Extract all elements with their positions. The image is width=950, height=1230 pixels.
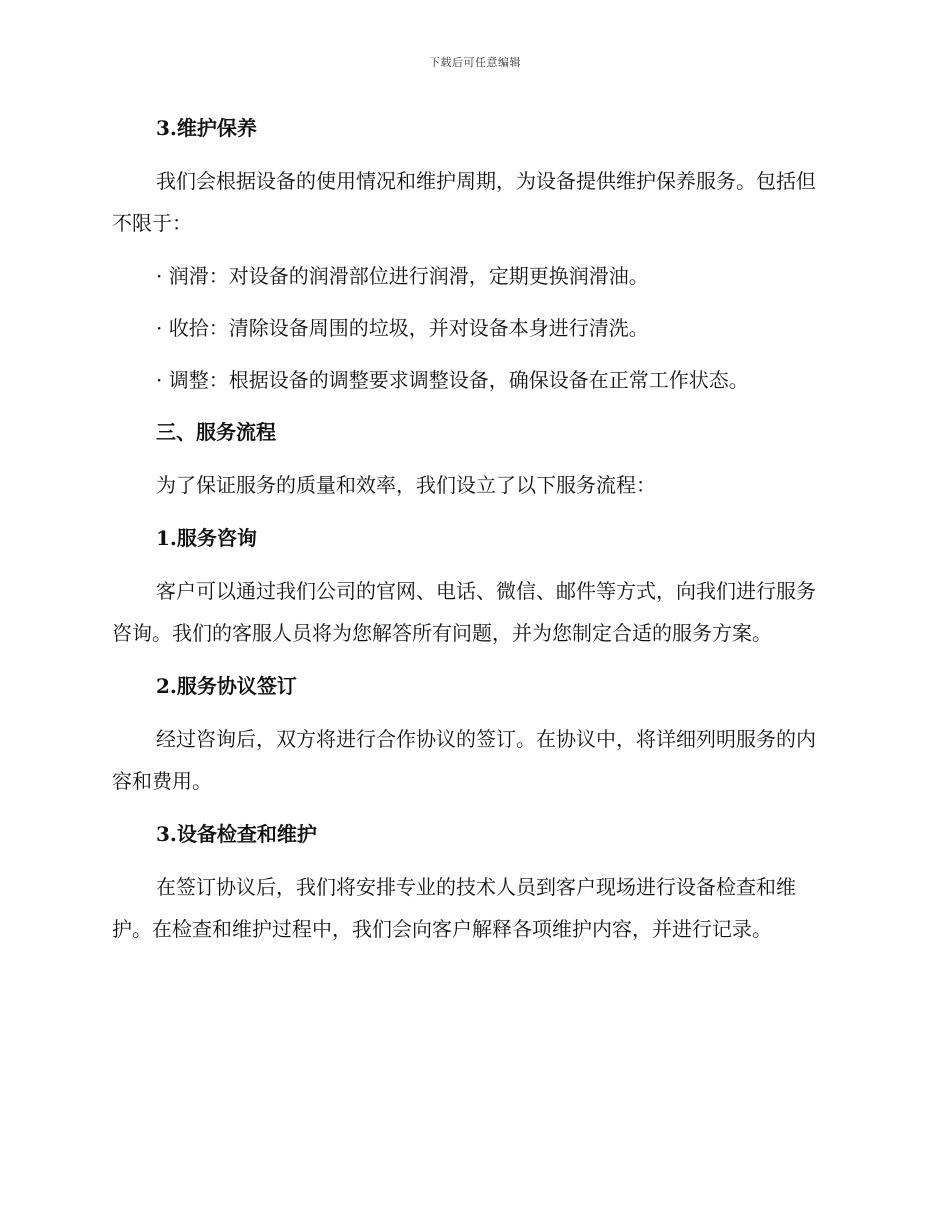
paragraph-consultation: 客户可以通过我们公司的官网、电话、微信、邮件等方式，向我们进行服务咨询。我们的客服人员将为您解答所有问题，并为您制定合适的服务方案。 <box>112 579 816 645</box>
bullet-adjustment: · 调整：根据设备的调整要求调整设备，确保设备在正常工作状态。 <box>156 368 749 392</box>
page-header: 下载后可任意编辑 <box>429 56 521 69</box>
section-heading-consultation: 1.服务咨询 <box>156 526 257 550</box>
paragraph-agreement: 经过咨询后，双方将进行合作协议的签订。在协议中，将详细列明服务的内容和费用。 <box>112 727 816 793</box>
section-heading-service-process: 三、服务流程 <box>156 420 276 444</box>
bullet-lubrication: · 润滑：对设备的润滑部位进行润滑，定期更换润滑油。 <box>156 264 649 288</box>
paragraph-maintenance-intro: 我们会根据设备的使用情况和维护周期，为设备提供维护保养服务。包括但不限于： <box>112 169 816 235</box>
bullet-cleanup: · 收拾：清除设备周围的垃圾，并对设备本身进行清洗。 <box>156 316 649 340</box>
section-heading-maintenance: 3.维护保养 <box>156 116 257 140</box>
document-body <box>112 108 832 962</box>
paragraph-service-process-intro: 为了保证服务的质量和效率，我们设立了以下服务流程： <box>156 473 656 497</box>
section-heading-inspection: 3.设备检查和维护 <box>156 822 317 846</box>
section-heading-agreement: 2.服务协议签订 <box>156 674 297 698</box>
paragraph-inspection: 在签订协议后，我们将安排专业的技术人员到客户现场进行设备检查和维护。在检查和维护过程中，我们会向客户解释各项维护内容，并进行记录。 <box>112 875 796 941</box>
